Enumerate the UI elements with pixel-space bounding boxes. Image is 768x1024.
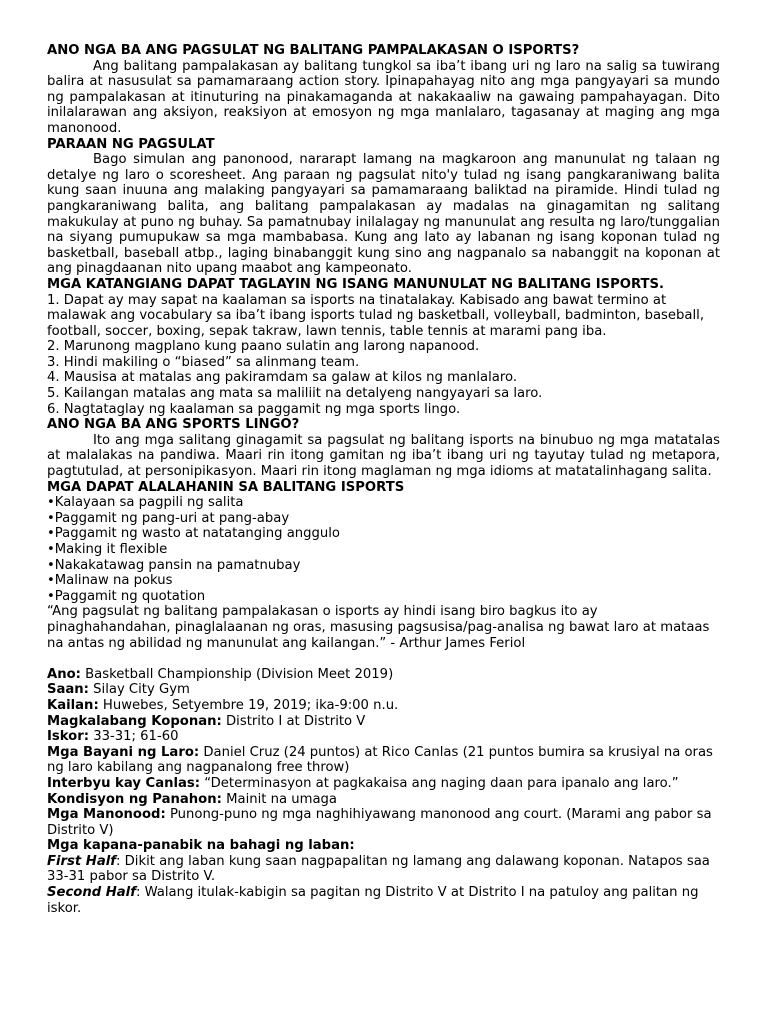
detail-panahon — [47, 792, 720, 808]
detail-value: “Determinasyon at pagkakaisa ang naging daan para ipanalo ang laro.” — [200, 775, 679, 791]
spacer — [47, 651, 720, 667]
detail-saan — [47, 682, 720, 698]
detail-kailan — [47, 698, 720, 714]
detail-label: Interbyu kay Canlas: — [47, 775, 201, 791]
bullet-item: • Paggamit ng wasto at natatanging anggulo — [47, 526, 720, 542]
detail-interbyu — [47, 776, 720, 792]
detail-value: : Walang itulak-kabigin sa pagitan ng Distrito V at Distrito I na patuloy ang palitan ng iskor. — [47, 885, 699, 916]
bullet-item: • Malinaw na pokus — [47, 573, 720, 589]
bullet-item: • Paggamit ng pang-uri at pang-abay — [47, 511, 720, 527]
section-heading-alalahanin: MGA DAPAT ALALAHANIN SA BALITANG ISPORTS — [47, 479, 405, 495]
bullet-item: • Kalayaan sa pagpili ng salita — [47, 495, 720, 511]
paragraph-sports-lingo: Ito ang mga salitang ginagamit sa pagsulat ng balitang isports na binubuo ng mga matatalas at malalakas na pandiwa. Maari rin itong gamitan ng iba’t ibang uri ng tayutay tulad ng metapora, pagtutulad, at personipikasyon. Maari rin itong maglaman ng mga idioms at matatalinhagang salita. — [47, 432, 720, 480]
detail-value: Daniel Cruz (24 puntos) at Rico Canlas (21 puntos bumira sa krusiyal na oras ng laro kabilang ang nagpanalong free throw) — [47, 744, 713, 776]
detail-label: Second Half — [47, 885, 136, 901]
detail-iskor — [47, 729, 720, 745]
detail-label: Mga Bayani ng Laro: — [47, 744, 200, 760]
list-item: 4. Mausisa at matalas ang pakiramdam sa galaw at kilos ng manlalaro. — [47, 370, 518, 386]
detail-value: Punong-puno ng mga naghihiyawang manonood ang court. (Marami ang pabor sa Distrito V) — [47, 807, 712, 838]
paragraph-paraan: Bago simulan ang panonood, nararapt lamang na magkaroon ang manunulat ng talaan ng detalye ng laro o scoresheet. Ang paraan ng pagsulat nito'y tulad ng isang pangkaraniwang balita kung saan inuuna ang malaking pangyayari sa pamamaraang baliktad na piramide. Hindi tulad ng pangkaraniwang balita, ang balitang pampalakasan ay madalas na ginagamitan ng salitang makukulay at puno ng buhay. Sa pamatnubay inilalagay ng manunulat ang resulta ng laro/tunggalian na siyang pumupukaw sa mga mambabasa. Kung ang lato ay labanan ng isang koponan tulad ng basketball, baseball atbp., laging binabanggit kung sino ang nagpanalo sa nabanggit na koponan at ang pinagdaanan nito upang maabot ang kampeonato. — [47, 152, 720, 277]
bullet-item: • Nakakatawag pansin na pamatnubay — [47, 558, 720, 574]
detail-value: Mainit na umaga — [221, 791, 337, 807]
bullet-item: • Paggamit ng quotation — [47, 589, 720, 605]
detail-label: Iskor: — [47, 729, 90, 745]
detail-second-half — [47, 885, 720, 916]
bullet-list — [47, 495, 720, 604]
detail-value: Distrito I at Distrito V — [221, 713, 366, 729]
detail-label: Mga Manonood: — [47, 807, 166, 823]
quote-feriol: “Ang pagsulat ng balitang pampalakasan o isports ay hindi isang biro bagkus ito ay pinaghahandahan, pinaglalaanan ng oras, masusing pagsusisa/pag-analisa ng bawat laro at mataas na antas ng abilidad ng manunulat ang kailangan.” - Arthur James Feriol — [47, 604, 710, 651]
detail-label: Saan: — [47, 682, 89, 698]
list-item: 2. Marunong magplano kung paano sulatin ang larong napanood. — [47, 339, 480, 355]
bullet-item: • Making it flexible — [47, 542, 720, 558]
list-item: 6. Nagtataglay ng kaalaman sa paggamit ng mga sports lingo. — [47, 401, 461, 417]
section-heading-sports-lingo: ANO NGA BA ANG SPORTS LINGO? — [47, 417, 300, 433]
detail-label: First Half — [47, 853, 116, 869]
detail-ano — [47, 667, 720, 683]
detail-value: Huwebes, Setyembre 19, 2019; ika-9:00 n.u. — [98, 697, 399, 713]
section-heading-isports: ANO NGA BA ANG PAGSULAT NG BALITANG PAMPALAKASAN O ISPORTS? — [47, 43, 580, 58]
list-item: 5. Kailangan matalas ang mata sa maliliit na detalyeng nangyayari sa laro. — [47, 386, 543, 402]
detail-koponan — [47, 714, 720, 730]
detail-kapana-panabik: Mga kapana-panabik na bahagi ng laban: — [47, 838, 355, 854]
section-heading-paraan: PARAAN NG PAGSULAT — [47, 136, 215, 152]
detail-label: Kondisyon ng Panahon: — [47, 791, 222, 807]
detail-label: Magkalabang Koponan: — [47, 713, 222, 729]
detail-value: Silay City Gym — [88, 682, 190, 698]
detail-bayani — [47, 745, 720, 776]
list-item: 3. Hindi makiling o “biased” sa alinmang team. — [47, 354, 360, 370]
section-heading-katangian: MGA KATANGIANG DAPAT TAGLAYIN NG ISANG MANUNULAT NG BALITANG ISPORTS. — [47, 276, 665, 292]
detail-value: : Dikit ang laban kung saan nagpapalitan ng lamang ang dalawang koponan. Natapos saa 33-31 pabor sa Distrito V. — [47, 853, 710, 885]
detail-value: Basketball Championship (Division Meet 2019) — [80, 666, 394, 682]
detail-first-half — [47, 854, 720, 885]
detail-label: Ano: — [47, 666, 81, 682]
paragraph-balitang-pampalakasan: Ang balitang pampalakasan ay balitang tungkol sa iba’t ibang uri ng laro na salig sa tuwirang balira at nasusulat sa pamamaraang action story. Ipinapahayag nito ang mga pangyayari sa mundo ng pampalakasan at itinuturing na pinakamaganda at nakakaaliw na gawaing pampahayagan. Dito inilalarawan ang aksiyon, reaksiyon at emosyon ng mga manlalaro, tagasanay at maging ang mga manonood. — [47, 58, 720, 136]
detail-label: Kailan: — [47, 697, 99, 713]
detail-value: 33-31; 61-60 — [89, 729, 179, 745]
detail-manonood — [47, 807, 720, 838]
list-item: 1. Dapat ay may sapat na kaalaman sa isports na tinatalakay. Kabisado ang bawat termino at malawak ang vocabulary sa iba’t ibang isports tulad ng basketball, volleyball, badminton, baseball, football, soccer, boxing, sepak takraw, lawn tennis, table tennis at marami pang iba. — [47, 292, 705, 339]
